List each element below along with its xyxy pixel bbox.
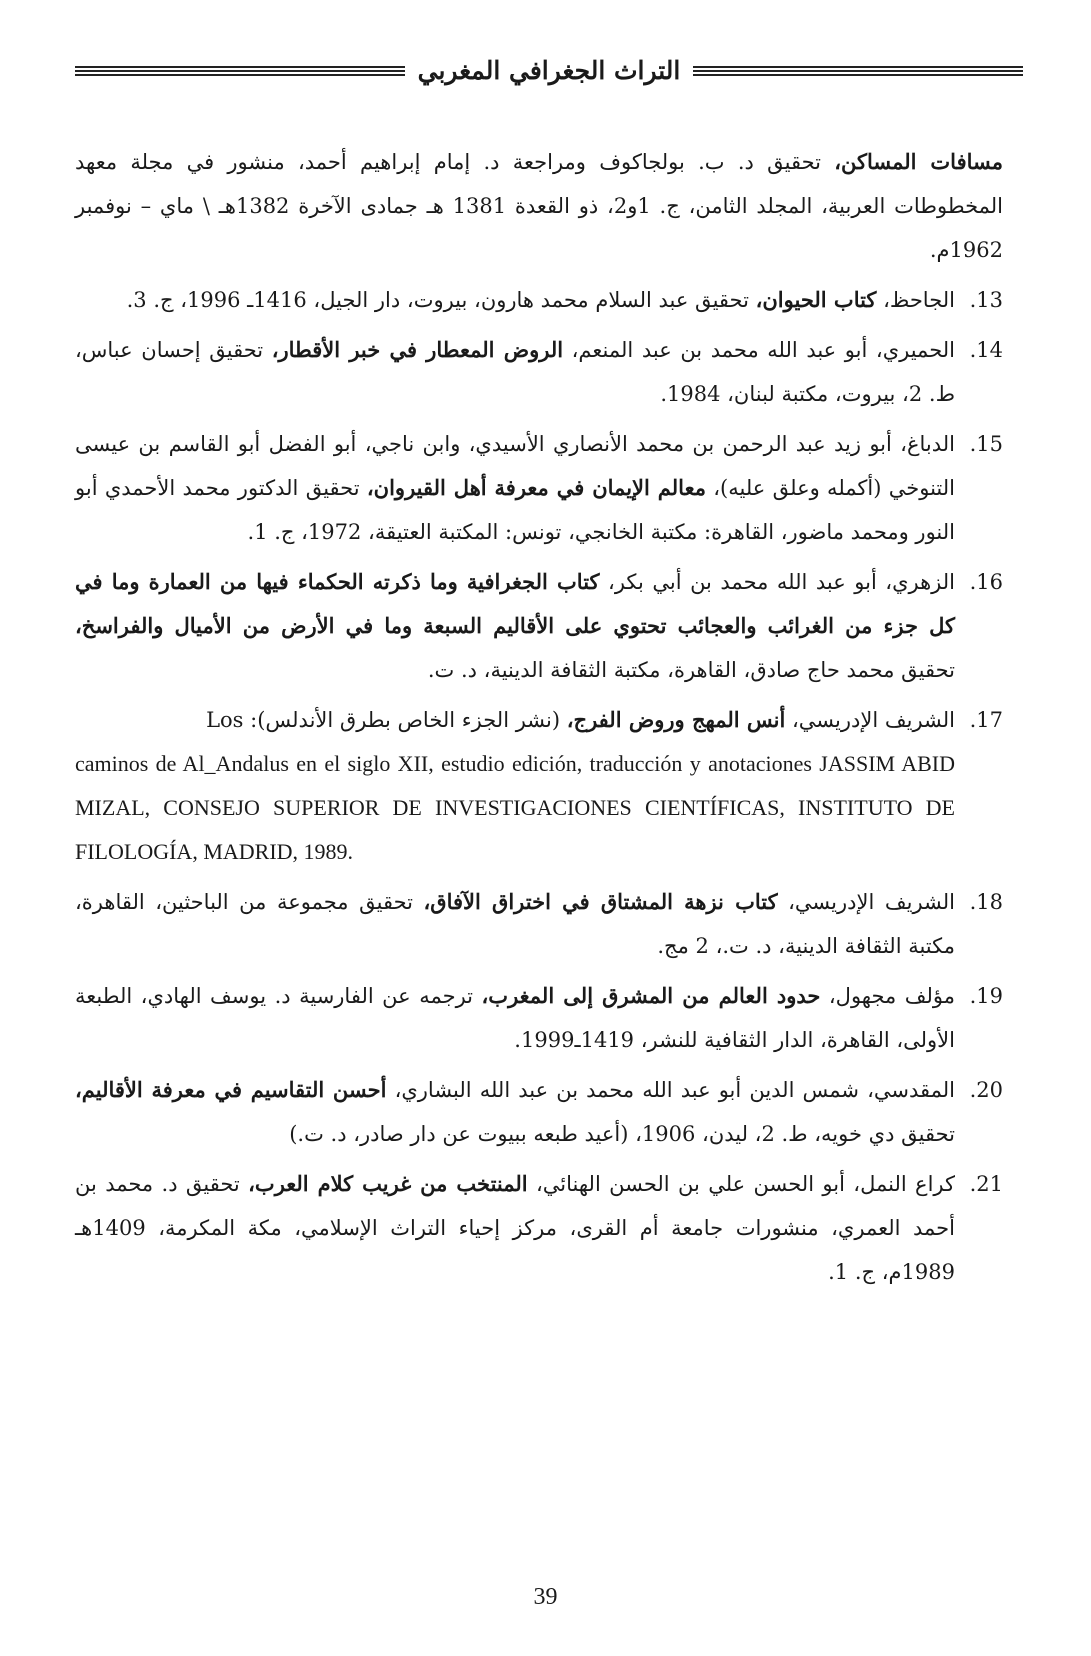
entry-number: 21.	[969, 1172, 1003, 1196]
running-header	[75, 58, 1023, 88]
bibliography-entry-16	[75, 560, 1003, 692]
entry-author: مؤلف مجهول،	[820, 984, 955, 1008]
entry-number: 14.	[969, 338, 1003, 362]
page-number: 39	[533, 1584, 558, 1610]
bibliography-entry-20	[75, 1068, 1003, 1156]
entry-title: كتاب الحيوان،	[755, 287, 877, 312]
entry-title: المنتخب من غريب كلام العرب،	[248, 1171, 528, 1196]
entry-body	[75, 278, 955, 322]
entry-body	[75, 328, 955, 416]
header-rule-right	[693, 66, 1023, 80]
entry-details: تحقيق دي خويه، ط. 2، ليدن، 1906، (أعيد طبعه ببيوت عن دار صادر، د. ت.)	[289, 1122, 955, 1146]
entry-body	[75, 1068, 955, 1156]
bibliography-entry-13	[75, 278, 1003, 322]
entry-details: تحقيق د. محمد بن أحمد العمري، منشورات جامعة أم القرى، مركز إحياء التراث الإسلامي، مكة المكرمة، 1409هـ 1989م، ج. 1.	[75, 1172, 955, 1284]
entry-title: حدود العالم من المشرق إلى المغرب،	[481, 983, 821, 1008]
entry-body	[75, 422, 955, 554]
entry-title: كتاب الجغرافية وما ذكرته الحكماء فيها من العمارة وما في كل جزء من الغرائب والعجائب تحتوي على الأقاليم السبعة وما في الأرض من الأميال والفراسخ،	[75, 569, 955, 638]
entry-number: 18.	[969, 890, 1003, 914]
entry-number: 20.	[969, 1078, 1003, 1102]
continued-entry	[75, 140, 1003, 272]
entry-body	[75, 1162, 955, 1294]
entry-author: المقدسي، شمس الدين أبو عبد الله محمد بن عبد الله البشاري،	[386, 1078, 955, 1102]
entry-body	[75, 698, 955, 874]
entry-author: الدباغ، أبو زيد عبد الرحمن بن محمد الأنصاري الأسيدي، وابن ناجي، أبو الفضل أبو القاسم بن عيسى التنوخي (أكمله وعلق عليه)،	[75, 432, 955, 500]
bibliography-entry-14	[75, 328, 1003, 416]
entry-author: الشريف الإدريسي،	[777, 890, 955, 914]
entry-title: الروض المعطار في خبر الأقطار،	[271, 337, 564, 362]
entry-title: مسافات المساكن،	[834, 149, 1003, 174]
entry-title: معالم الإيمان في معرفة أهل القيروان،	[366, 475, 706, 500]
entry-body	[75, 560, 955, 692]
entry-author: الحميري، أبو عبد الله محمد بن عبد المنعم،	[563, 338, 955, 362]
latin-citation: caminos de Al_Andalus en el siglo XII, estudio edición, traducción y anotaciones JASSIM ABID MIZAL, CONSEJO SUPERIOR DE INVESTIGACIONES CIENTÍFICAS, INSTITUTO DE FILOLOGÍA, MADRID, 1989.	[75, 751, 955, 864]
entry-number: 15.	[969, 432, 1003, 456]
header-title: التراث الجغرافي المغربي	[417, 56, 681, 85]
header-rule-left	[75, 66, 405, 80]
entry-details: ترجمه عن الفارسية د. يوسف الهادي، الطبعة الأولى، القاهرة، الدار الثقافية للنشر، 1419ـ1999.	[75, 984, 955, 1052]
bibliography-entry-18	[75, 880, 1003, 968]
entry-details: تحقيق الدكتور محمد الأحمدي أبو النور ومحمد ماضور، القاهرة: مكتبة الخانجي، تونس: المكتبة العتيقة، 1972، ج. 1.	[75, 476, 955, 544]
entry-details: تحقيق مجموعة من الباحثين، القاهرة، مكتبة الثقافة الدينية، د. ت.، 2 مج.	[75, 890, 955, 958]
entry-author: الشريف الإدريسي،	[785, 708, 955, 732]
entry-number: 19.	[969, 984, 1003, 1008]
entry-author: الزهري، أبو عبد الله محمد بن أبي بكر،	[599, 570, 955, 594]
bibliography-entry-15	[75, 422, 1003, 554]
entry-author: الجاحظ،	[876, 288, 955, 312]
entry-number: 17.	[969, 708, 1003, 732]
entry-number: 13.	[969, 288, 1003, 312]
bibliography-entry-19	[75, 974, 1003, 1062]
entry-body	[75, 974, 955, 1062]
entry-title: أحسن التقاسيم في معرفة الأقاليم،	[75, 1077, 387, 1102]
bibliography-entry-17	[75, 698, 1003, 874]
bibliography-list	[75, 140, 1003, 1300]
bibliography-entry-21	[75, 1162, 1003, 1294]
entry-details: تحقيق عبد السلام محمد هارون، بيروت، دار الجيل، 1416ـ 1996، ج. 3.	[126, 288, 756, 312]
entry-details: (نشر الجزء الخاص بطرق الأندلس): Los	[206, 708, 567, 732]
entry-details: تحقيق محمد حاج صادق، القاهرة، مكتبة الثقافة الدينية، د. ت.	[427, 658, 955, 682]
entry-number: 16.	[969, 570, 1003, 594]
entry-body	[75, 880, 955, 968]
entry-title: كتاب نزهة المشتاق في اختراق الآفاق،	[423, 889, 778, 914]
entry-author: كراع النمل، أبو الحسن علي بن الحسن الهنائي،	[527, 1172, 955, 1196]
entry-text: تحقيق د. ب. بولجاكوف ومراجعة د. إمام إبراهيم أحمد، منشور في مجلة معهد المخطوطات العربية، المجلد الثامن، ج. 1و2، ذو القعدة 1381 هـ جمادى الآخرة 1382هـ \ ماي – نوفمبر 1962م.	[75, 150, 1003, 262]
entry-details: تحقيق إحسان عباس، ط. 2، بيروت، مكتبة لبنان، 1984.	[75, 338, 955, 406]
entry-title: أنس المهج وروض الفرج،	[566, 707, 786, 732]
